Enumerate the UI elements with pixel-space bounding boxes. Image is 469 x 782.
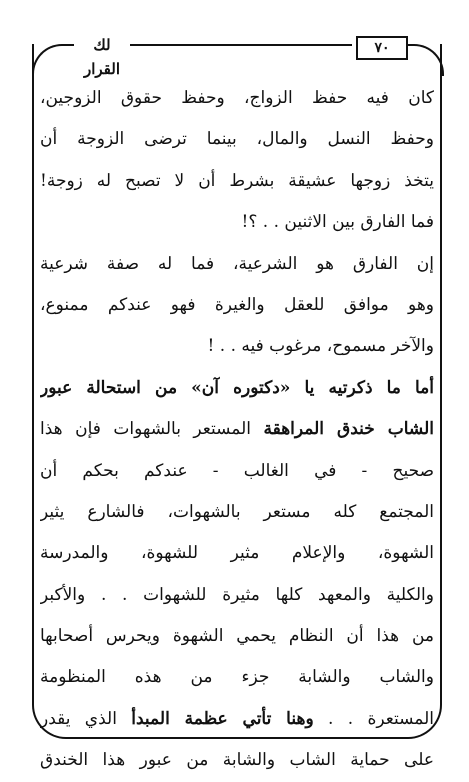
text-line: والشاب والشابة جزء من هذه المنظومة (40, 667, 434, 688)
text-line: فما الفارق بين الاثنين . . ؟! (241, 212, 434, 233)
text-line: وحفظ النسل والمال، بينما ترضى الزوجة أن (40, 129, 434, 150)
page-number: ٧٠ (356, 36, 408, 60)
bold-phrase: وهنا تأتي عظمة المبدأ (131, 708, 314, 729)
running-header-title: لك القرار (74, 33, 130, 57)
text-line: وهو موافق للعقل والغيرة فهو عندكم ممنوع، (40, 294, 434, 315)
text-line (40, 699, 434, 740)
text-line: من هذا أن النظام يحمي الشهوة ويحرس أصحابها (40, 626, 434, 647)
text-line: والكلية والمعهد كلها مثيرة للشهوات . . والأكبر (40, 584, 434, 605)
text-line: إن الفارق هو الشرعية، فما له صفة شرعية (40, 253, 434, 274)
body-text (40, 78, 434, 782)
text-line: المجتمع كله مستعر بالشهوات، فالشارع يثير (40, 501, 434, 522)
text-fragment: الذي يقدر (40, 708, 132, 729)
text-line: والآخر مسموح، مرغوب فيه . . ! (207, 336, 434, 357)
header-rule (130, 44, 352, 46)
text-fragment: المستعر بالشهوات فإن هذا (40, 419, 264, 440)
text-line: يتخذ زوجها عشيقة بشرط أن لا تصبح له زوجة! (40, 170, 434, 191)
text-line-bold: أما ما ذكرتيه يا «دكتوره آن» من استحالة عبور (40, 377, 434, 398)
bold-phrase: الشاب خندق المراهقة (263, 419, 434, 440)
text-line: الشهوة، والإعلام مثير للشهوة، والمدرسة (40, 543, 434, 564)
text-line (40, 409, 434, 450)
text-line: صحيح - في الغالب - عندكم بحكم أن (40, 460, 434, 481)
text-fragment: المستعرة . . (313, 708, 434, 729)
text-line: على حماية الشاب والشابة من عبور هذا الخندق (40, 750, 434, 771)
text-line: كان فيه حفظ الزواج، وحفظ حقوق الزوجين، (40, 88, 434, 108)
